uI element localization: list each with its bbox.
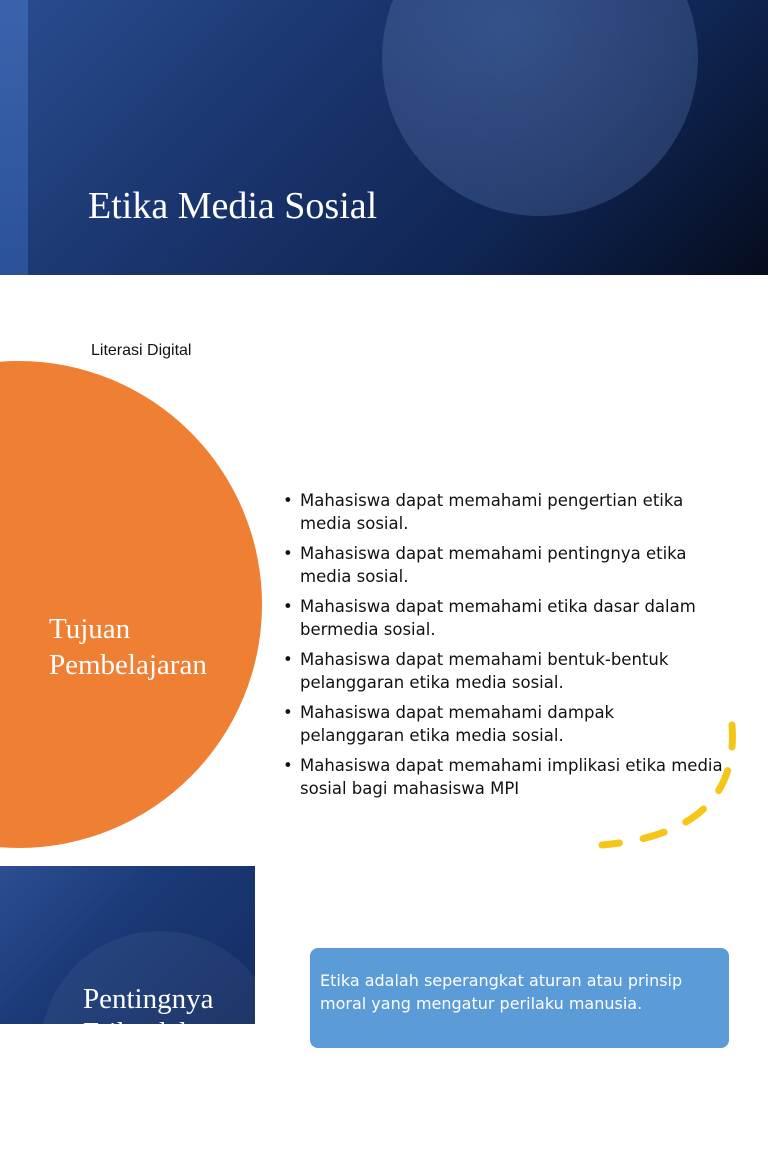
objective-item: • Mahasiswa dapat memahami implikasi etika media sosial bagi mahasiswa MPI xyxy=(283,754,723,800)
importance-title-line2: Etika dalam xyxy=(83,1017,223,1049)
decorative-circle-highlight xyxy=(540,0,698,216)
objectives-title-line1: Tujuan xyxy=(49,613,131,645)
accent-stripe xyxy=(0,0,28,275)
importance-slide-panel xyxy=(0,866,255,1049)
objective-item: • Mahasiswa dapat memahami pengertian etika media sosial. xyxy=(283,489,723,535)
title-slide xyxy=(0,0,768,275)
objective-item: • Mahasiswa dapat memahami pentingnya etika media sosial. xyxy=(283,542,723,588)
objectives-slide xyxy=(0,433,768,866)
definition-box xyxy=(310,948,729,1048)
decorative-circle xyxy=(40,931,280,1171)
objective-item: • Mahasiswa dapat memahami dampak pelanggaran etika media sosial. xyxy=(283,701,723,747)
objectives-title xyxy=(49,611,207,683)
definition-text: Etika adalah seperangkat aturan atau prinsip moral yang mengatur perilaku manusia. xyxy=(320,971,683,1013)
objective-item: • Mahasiswa dapat memahami bentuk-bentuk pelanggaran etika media sosial. xyxy=(283,648,723,694)
orange-circle-shape xyxy=(0,361,262,848)
importance-title-line1: Pentingnya xyxy=(83,983,214,1015)
slide-title: Etika Media Sosial xyxy=(88,185,378,227)
objective-item: • Mahasiswa dapat memahami etika dasar dalam bermedia sosial. xyxy=(283,595,723,641)
dashed-arc-decoration xyxy=(590,713,750,853)
importance-title xyxy=(83,982,222,1050)
slide-subtitle: Literasi Digital xyxy=(91,342,192,359)
objectives-title-line2: Pembelajaran xyxy=(49,649,207,681)
